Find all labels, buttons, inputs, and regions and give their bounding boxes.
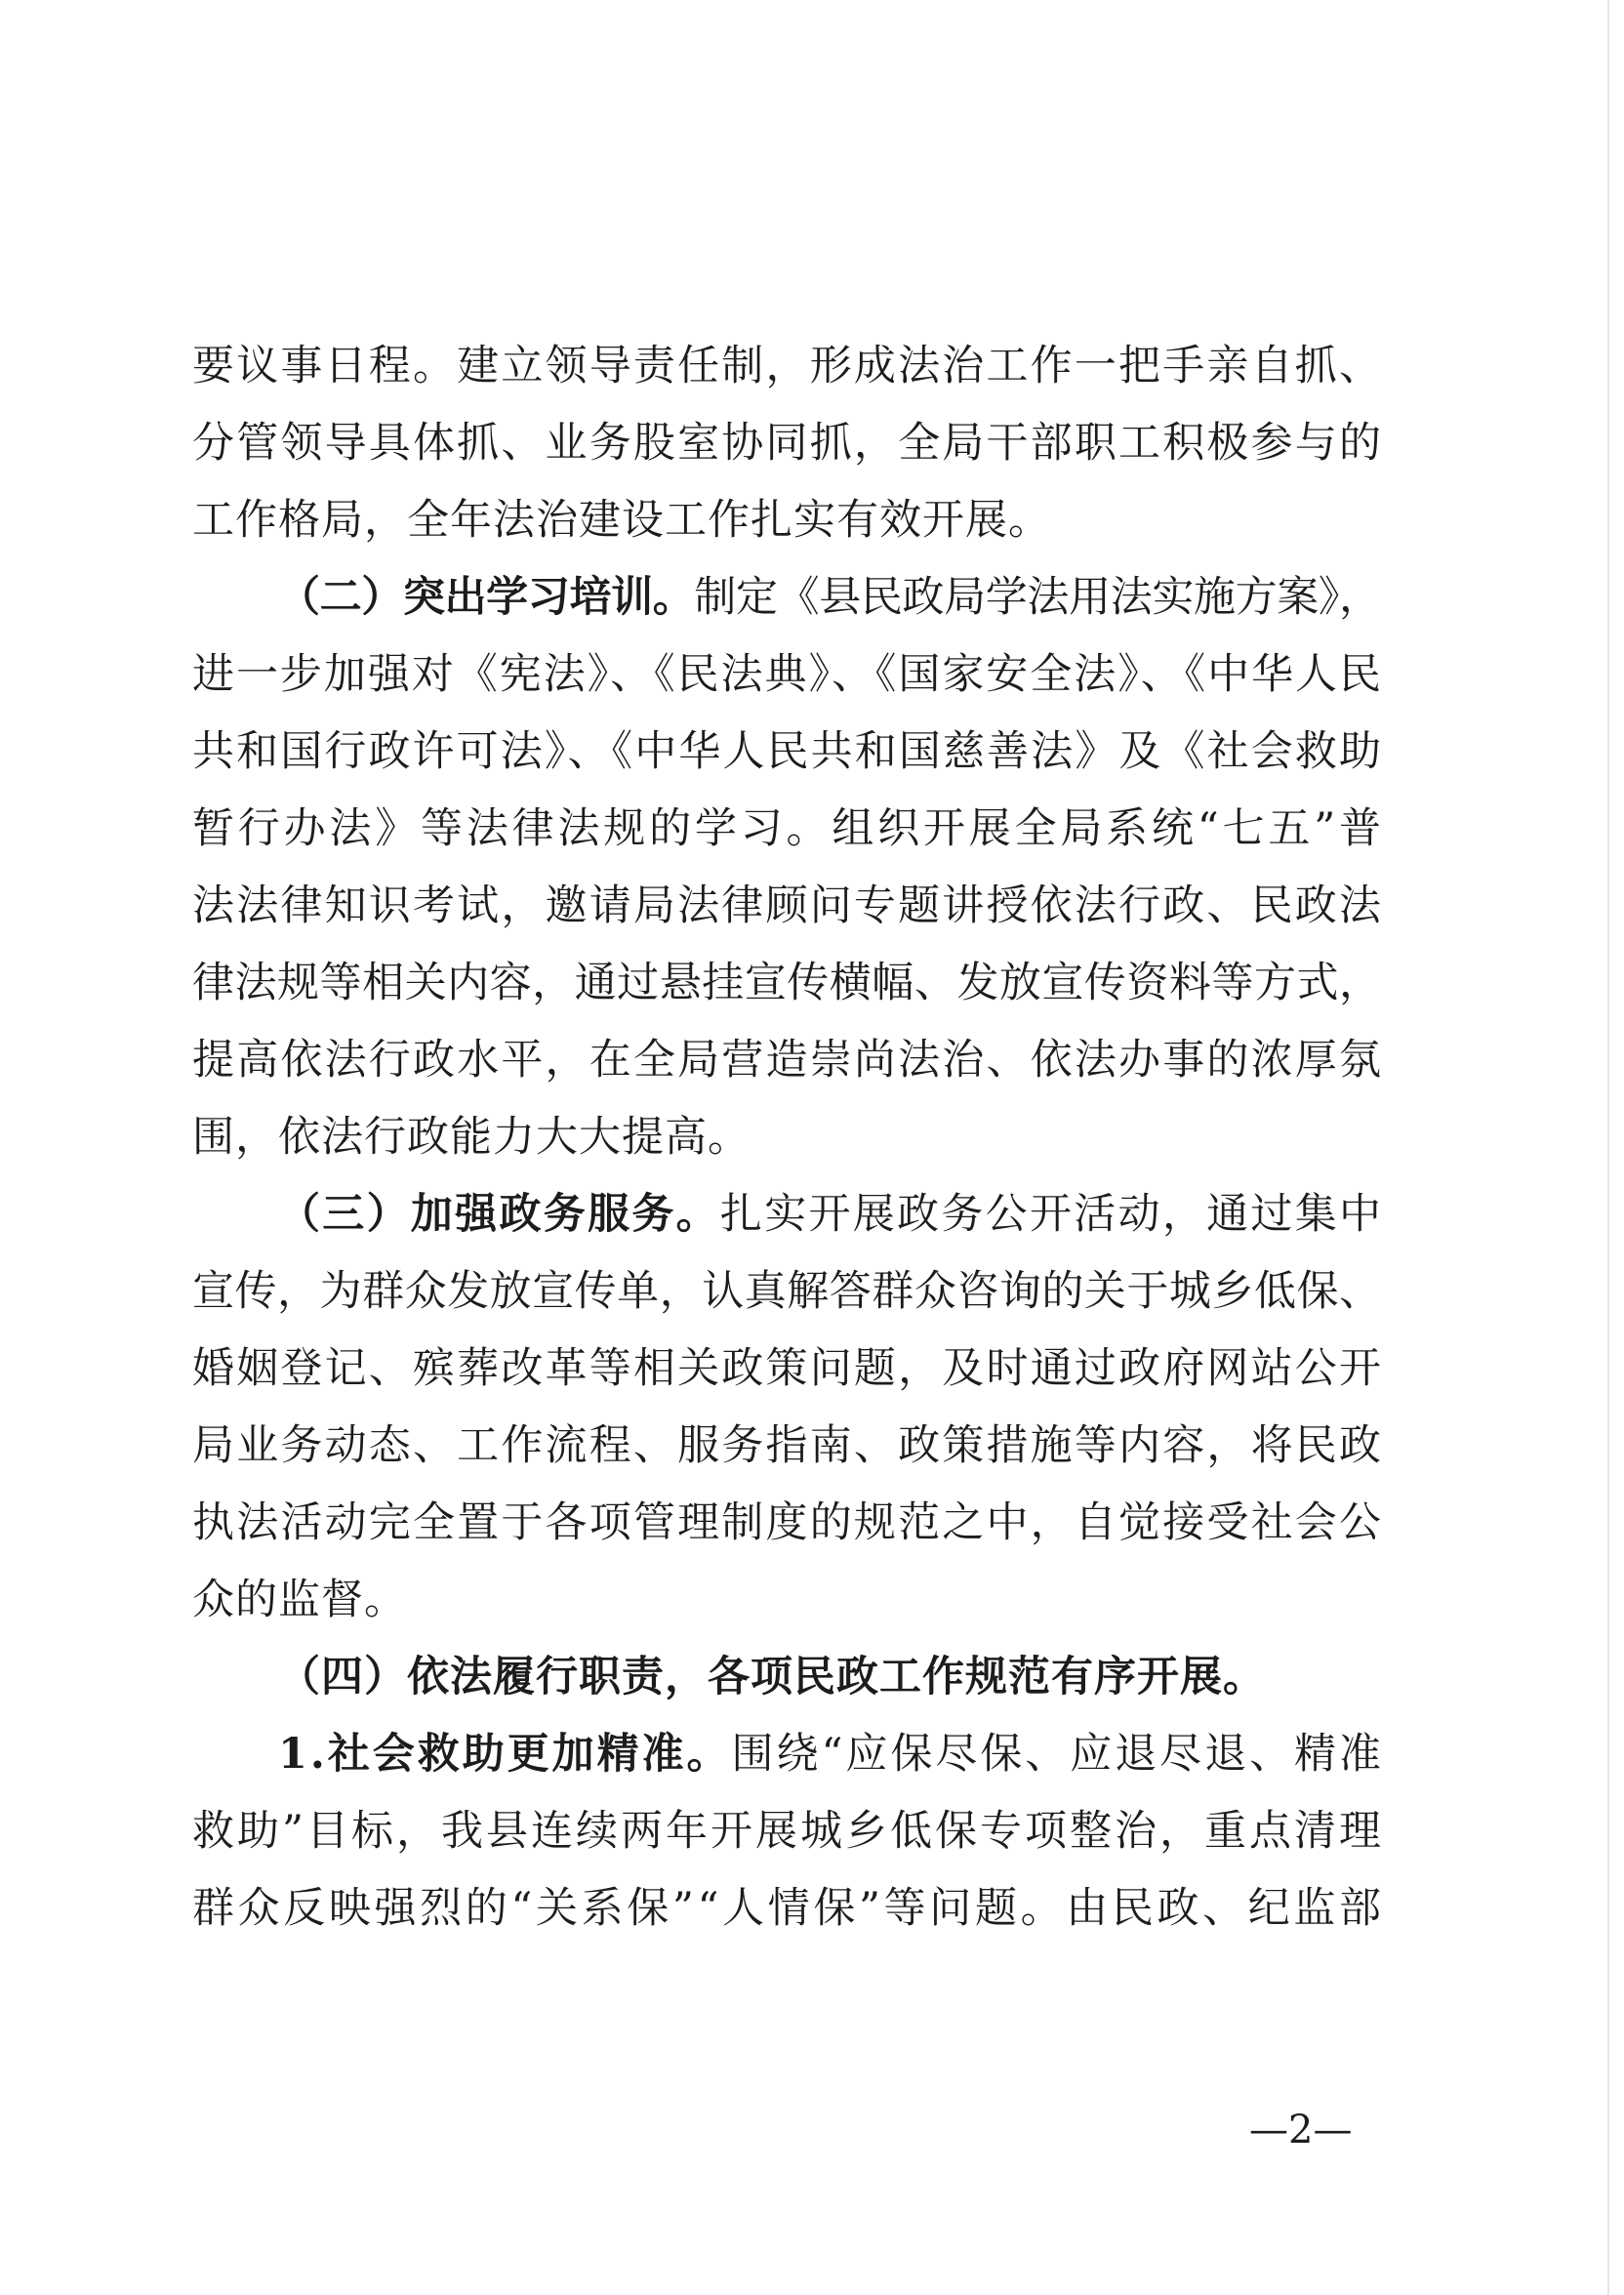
text-line	[192, 1022, 1384, 1099]
text-line	[192, 791, 1385, 868]
text-line	[192, 1331, 1384, 1408]
line-text: 围绕“应保尽保、应退尽退、精准	[731, 1730, 1384, 1779]
text-line	[192, 328, 1384, 405]
line-text: 局业务动态、工作流程、服务指南、政策措施等内容，将民政	[192, 1421, 1384, 1470]
text-line	[192, 1099, 1381, 1176]
scan-edge-line	[1607, 0, 1609, 2295]
text-line	[192, 1870, 1385, 1947]
line-text: 制定《县民政局学法用法实施方案》，	[694, 573, 1381, 622]
line-text: 众的监督。	[192, 1576, 407, 1624]
text-line	[192, 1253, 1381, 1331]
line-text: 工作格局，全年法治建设工作扎实有效开展。	[192, 496, 1051, 545]
line-text: 群众反映强烈的“关系保”“人情保”等问题。由民政、纪监部	[192, 1884, 1385, 1933]
line-text: 暂行办法》等法律法规的学习。组织开展全局系统“七五”普	[192, 804, 1385, 853]
text-line	[192, 405, 1384, 482]
text-line	[192, 714, 1384, 791]
section-heading: （三）加强政务服务。	[278, 1190, 720, 1239]
text-line	[192, 482, 1381, 559]
line-text: 进一步加强对《宪法》、《民法典》、《国家安全法》、《中华人民	[192, 650, 1383, 699]
text-line	[192, 1793, 1384, 1870]
text-line	[192, 1562, 1381, 1639]
subsection-heading: 1.社会救助更加精准。	[278, 1730, 732, 1779]
line-text: 扎实开展政务公开活动，通过集中	[719, 1190, 1384, 1239]
text-line	[192, 945, 1381, 1022]
line-text: 法法律知识考试，邀请局法律顾问专题讲授依法行政、民政法	[192, 881, 1384, 930]
text-line	[192, 1716, 1384, 1793]
line-text: 围，依法行政能力大大提高。	[192, 1113, 751, 1162]
page-number: —2—	[1249, 2108, 1353, 2152]
text-line	[192, 1639, 1381, 1716]
section-heading: （四）依法履行职责，各项民政工作规范有序开展。	[278, 1653, 1266, 1701]
line-text: 律法规等相关内容，通过悬挂宣传横幅、发放宣传资料等方式，	[192, 959, 1382, 1007]
line-text: 共和国行政许可法》、《中华人民共和国慈善法》及《社会救助	[192, 727, 1384, 776]
text-line	[192, 636, 1381, 714]
line-text: 提高依法行政水平，在全局营造崇尚法治、依法办事的浓厚氛	[192, 1036, 1384, 1085]
line-text: 救助”目标，我县连续两年开展城乡低保专项整治，重点清理	[192, 1807, 1384, 1856]
document-body	[192, 328, 1385, 1947]
text-line	[192, 1485, 1384, 1562]
text-line	[192, 1176, 1384, 1253]
line-text: 婚姻登记、殡葬改革等相关政策问题，及时通过政府网站公开	[192, 1344, 1384, 1393]
text-line	[192, 1408, 1384, 1485]
text-line	[192, 559, 1381, 636]
text-line	[192, 868, 1384, 945]
line-text: 宣传，为群众发放宣传单，认真解答群众咨询的关于城乡低保、	[192, 1267, 1382, 1316]
line-text: 分管领导具体抓、业务股室协同抓，全局干部职工积极参与的	[192, 419, 1384, 468]
line-text: 执法活动完全置于各项管理制度的规范之中，自觉接受社会公	[192, 1498, 1384, 1547]
section-heading: （二）突出学习培训。	[278, 573, 695, 622]
line-text: 要议事日程。建立领导责任制，形成法治工作一把手亲自抓、	[192, 342, 1384, 390]
